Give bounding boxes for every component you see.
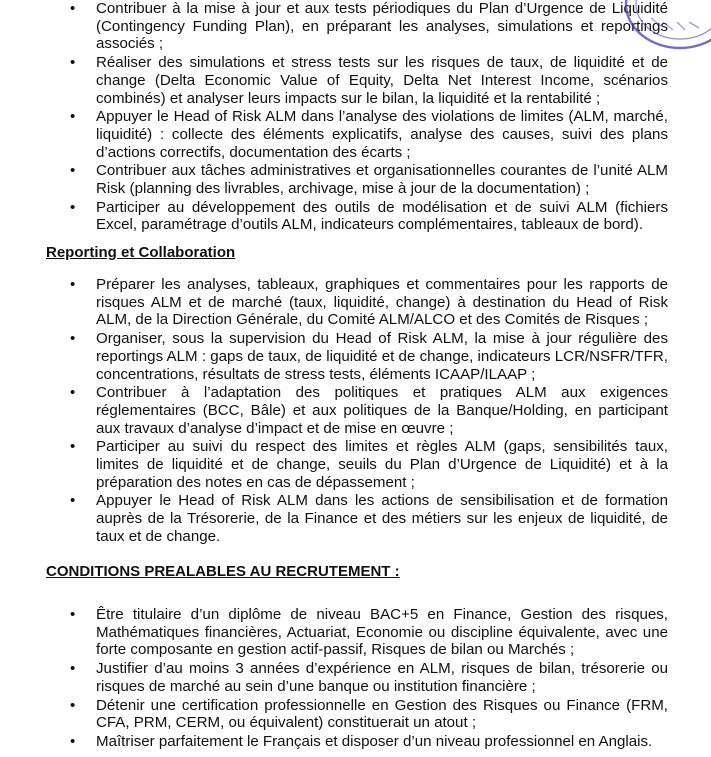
bullet-icon: • [70,162,76,180]
list-item-text: Participer au suivi du respect des limites et règles ALM (gaps, sensibilités taux, limites de liquidité et de change, seuils du Plan d’Urgence de Liquidité) et à la préparation des notes en cas de dépassement ; [96,438,668,491]
list-item [70,606,668,659]
list-item-text: Appuyer le Head of Risk ALM dans les actions de sensibilisation et de formation auprès de la Trésorerie, de la Finance et des métiers sur les enjeux de liquidité, de taux et de change. [96,492,668,545]
list-item [70,492,668,545]
list-item [70,733,668,751]
list-item [70,199,668,234]
list-item-text: Organiser, sous la supervision du Head of Risk ALM, la mise à jour régulière des reportings ALM : gaps de taux, de liquidité et de change, indicateurs LCR/NSFR/TFR, concentrations, résultats de stress tests, éléments ICAAP/ILAAP ; [96,330,668,383]
bullet-list-reporting [70,276,668,547]
list-item [70,162,668,197]
bullet-icon: • [70,438,76,456]
bullet-icon: • [70,108,76,126]
bullet-icon: • [70,0,76,17]
list-item-text: Préparer les analyses, tableaux, graphiques et commentaires pour les rapports de risques ALM et de marché (taux, liquidité, change) à destination du Head of Risk ALM, de la Direction Générale, du Comité ALM/ALCO et des Comités de Risques ; [96,276,668,329]
list-item [70,438,668,491]
list-item-text: Participer au développement des outils de modélisation et de suivi ALM (fichiers Excel, paramétrage d’outils ALM, indicateurs complémentaires, tableaux de bord). [96,198,668,234]
list-item [70,330,668,383]
list-item-text: Contribuer à la mise à jour et aux tests périodiques du Plan d’Urgence de Liquidité (Contingency Funding Plan), en préparant les analyses, simulations et reportings associés ; [96,0,668,53]
bullet-icon: • [70,198,76,216]
list-item-text: Être titulaire d’un diplôme de niveau BAC+5 en Finance, Gestion des risques, Mathématiques financières, Actuariat, Economie ou discipline équivalente, avec une forte composante en gestion actif-passif, Risques de bilan ou Marchés ; [96,606,668,659]
bullet-icon: • [70,606,76,623]
list-item [70,0,668,53]
list-item-text: Justifier d’au moins 3 années d’expérience en ALM, risques de bilan, trésorerie ou risques de marché au sein d’une banque ou institution financière ; [96,660,668,695]
section-heading-conditions: CONDITIONS PREALABLES AU RECRUTEMENT : [46,563,400,580]
list-item [70,384,668,437]
bullet-icon: • [70,276,76,293]
list-item-text: Contribuer à l’adaptation des politiques et pratiques ALM aux exigences réglementaires (BCC, Bâle) et aux politiques de la Banque/Holding, en participant aux travaux d’analyse d’impact et de mise en œuvre ; [96,384,668,437]
bullet-icon: • [70,54,76,72]
list-item [70,660,668,695]
bullet-icon: • [70,384,76,402]
section-heading-reporting: Reporting et Collaboration [46,244,236,261]
list-item-text: Détenir une certification professionnelle en Gestion des Risques ou Finance (FRM, CFA, PRM, CERM, ou équivalent) constituerait un atout ; [96,696,668,732]
list-item [70,697,668,732]
list-item [70,276,668,329]
bullet-list-missions [70,0,668,235]
bullet-icon: • [70,660,76,678]
list-item [70,54,668,107]
list-item-text: Appuyer le Head of Risk ALM dans l’analyse des violations de limites (ALM, marché, liquidité) : collecte des éléments explicatifs, analyse des causes, suivi des plans d’actions correctifs, documentation des écarts ; [96,108,668,161]
bullet-icon: • [70,330,76,348]
list-item [70,108,668,161]
list-item-text: Contribuer aux tâches administratives et organisationnelles courantes de l’unité ALM Risk (planning des livrables, archivage, mise à jour de la documentation) ; [96,162,668,198]
list-item-text: Maîtriser parfaitement le Français et disposer d’un niveau professionnel en Anglais. [96,732,653,750]
bullet-list-conditions [70,606,668,752]
bullet-icon: • [70,492,76,510]
list-item-text: Réaliser des simulations et stress tests sur les risques de taux, de liquidité et de change (Delta Economic Value of Equity, Delta Net Interest Income, scénarios combinés) et analyser leurs impacts sur le bilan, la liquidité et la rentabilité ; [96,54,668,107]
bullet-icon: • [70,696,76,714]
bullet-icon: • [70,732,76,750]
